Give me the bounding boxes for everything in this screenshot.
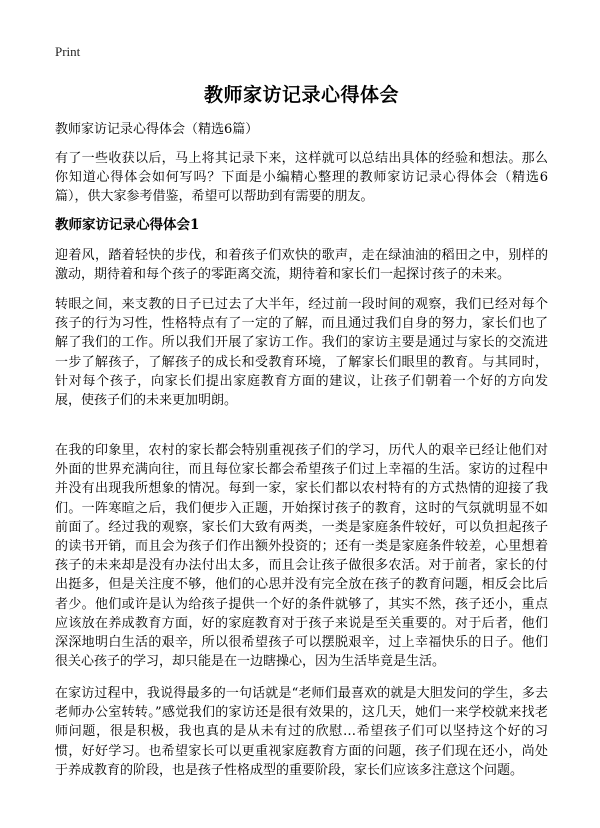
section-heading: 教师家访记录心得体会1 [55,217,200,233]
intro-paragraph: 有了一些收获以后，马上将其记录下来，这样就可以总结出具体的经验和想法。那么你知道心得体会如何写吗？下面是小编精心整理的教师家访记录心得体会（精选6篇），供大家参考借鉴，希望可以帮助到有需要的朋友。 [55,151,548,205]
body-paragraph-4: 在家访过程中，我说得最多的一句话就是“老师们最喜欢的就是大胆发问的学生，多去老师办公室转转。”感觉我们的家访还是很有效果的，这几天，她们一来学校就来找老师问题，很是积极，我也真的是从未有过的欣慰…希望孩子们可以坚持这个好的习惯，好好学习。也希望家长可以更重视家庭教育方面的问题，孩子们现在还小，尚处于养成教育的阶段，也是孩子性格成型的重要阶段，家长们应该多注意这个问题。 [55,686,548,778]
article-subtitle: 教师家访记录心得体会（精选6篇） [55,122,259,137]
page-title: 教师家访记录心得体会 [203,84,399,106]
print-link[interactable]: Print [55,44,81,59]
body-paragraph-3: 在我的印象里，农村的家长都会特别重视孩子们的学习，历代人的艰辛已经让他们对外面的世界充满向往，而且每位家长都会希望孩子们过上幸福的生活。家访的过程中并没有出现我所想象的情况。每到一家，家长们都以农村特有的方式热情的迎接了我们。一阵寒暄之后，我们便步入正题，开始探讨孩子的教育，这时的气氛就明显不如前面了。经过我的观察，家长们大致有两类，一类是家庭条件较好，可以负担起孩子的读书开销，而且会为孩子们作出额外投资的；还有一类是家庭条件较差，心里想着孩子的未来却是没有办法付出太多，而且会让孩子做很多农活。对于前者，家长的付出挺多，但是关注度不够，他们的心思并没有完全放在孩子的教育问题，相反会比后者少。他们或许是认为给孩子提供一个好的条件就够了，其实不然，孩子还小，重点应该放在养成教育方面，好的家庭教育对于孩子来说是至关重要的。对于后者，他们深深地明白生活的艰辛，所以很希望孩子可以摆脱艰辛，过上幸福快乐的日子。他们很关心孩子的学习，却只能是在一边瞎操心，因为生活毕竟是生活。 [55,443,548,670]
body-paragraph-2: 转眼之间，来支教的日子已过去了大半年，经过前一段时间的观察，我们已经对每个孩子的行为习性，性格特点有了一定的了解，而且通过我们自身的努力，家长们也了解了我们的工作。所以我们开展了家访工作。我们的家访主要是通过与家长的交流进一步了解孩子，了解孩子的成长和受教育环境，了解家长们眼里的教育。与其同时，针对每个孩子，向家长们提出家庭教育方面的建议，让孩子们朝着一个好的方向发展，使孩子们的未来更加明朗。 [55,297,548,409]
body-paragraph-1: 迎着风，踏着轻快的步伐，和着孩子们欢快的歌声，走在绿油油的稻田之中，别样的激动，期待着和每个孩子的零距离交流，期待着和家长们一起探讨孩子的未来。 [55,248,548,283]
